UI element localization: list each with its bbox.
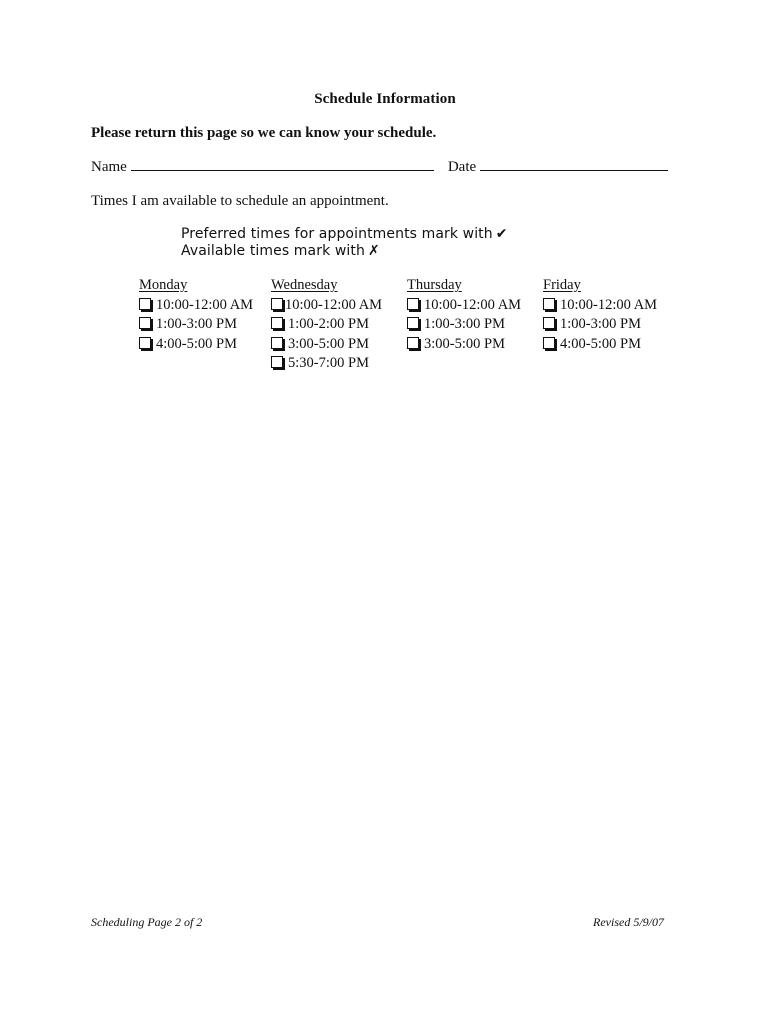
legend-available-text: Available times mark with [181,243,365,259]
slot-label: 1:00-3:00 PM [156,316,237,332]
slot-option[interactable] [139,315,253,335]
legend-available [181,243,508,260]
slot-option[interactable] [271,335,382,355]
checkbox-icon[interactable] [407,317,419,329]
availability-intro: Times I am available to schedule an appointment. [91,193,389,209]
day-column-wednesday [271,276,382,374]
date-label: Date [447,159,477,175]
day-name: Wednesday [271,277,338,293]
slot-option[interactable] [271,315,382,335]
checkbox-icon[interactable] [543,298,555,310]
day-column-thursday [407,276,521,354]
name-date-row [91,158,668,176]
slot-option[interactable] [271,296,382,316]
day-column-friday [543,276,657,354]
slot-option[interactable] [407,296,521,316]
checkbox-icon[interactable] [407,298,419,310]
checkbox-icon[interactable] [543,337,555,349]
check-mark-icon: ✔ [495,226,508,242]
slot-option[interactable] [543,335,657,355]
day-name: Friday [543,277,581,293]
slot-option[interactable] [407,315,521,335]
date-field[interactable] [480,158,668,171]
day-name: Thursday [407,277,462,293]
x-mark-icon: ✗ [367,243,380,259]
day-column-monday [139,276,253,354]
slot-label: 4:00-5:00 PM [156,335,237,352]
slot-option[interactable] [543,315,657,335]
checkbox-icon[interactable] [139,337,151,349]
day-name: Monday [139,277,188,293]
slot-label: 1:00-2:00 PM [288,316,369,332]
page-title: Schedule Information [314,91,456,107]
checkbox-icon[interactable] [543,317,555,329]
slot-label: 4:00-5:00 PM [560,335,641,352]
slot-label: 3:00-5:00 PM [424,335,505,352]
slot-label: 3:00-5:00 PM [288,335,369,352]
checkbox-icon[interactable] [407,337,419,349]
footer-revision: Revised 5/9/07 [593,915,664,929]
slot-label: 1:00-3:00 PM [424,316,505,332]
slot-option[interactable] [139,296,253,316]
name-field[interactable] [131,158,434,171]
slot-label: 10:00-12:00 AM [560,296,658,313]
slot-label: 1:00-3:00 PM [560,316,641,332]
checkbox-icon[interactable] [271,337,283,349]
checkbox-icon[interactable] [139,298,151,310]
slot-label: 10:00-12:00 AM [285,296,383,313]
checkbox-icon[interactable] [271,298,283,310]
slot-label: 10:00-12:00 AM [424,296,522,313]
slot-label: 5:30-7:00 PM [288,355,369,371]
legend [181,226,508,260]
slot-option[interactable] [407,335,521,355]
slot-option[interactable] [139,335,253,355]
legend-preferred-text: Preferred times for appointments mark with [181,226,493,242]
checkbox-icon[interactable] [139,317,151,329]
slot-label: 10:00-12:00 AM [156,296,254,313]
checkbox-icon[interactable] [271,356,283,368]
instruction-text: Please return this page so we can know your schedule. [91,125,437,141]
slot-option[interactable] [543,296,657,316]
name-label: Name [91,159,127,175]
checkbox-icon[interactable] [271,317,283,329]
footer-page-label: Scheduling Page 2 of 2 [91,915,203,929]
slot-option[interactable] [271,354,382,374]
legend-preferred [181,226,508,243]
